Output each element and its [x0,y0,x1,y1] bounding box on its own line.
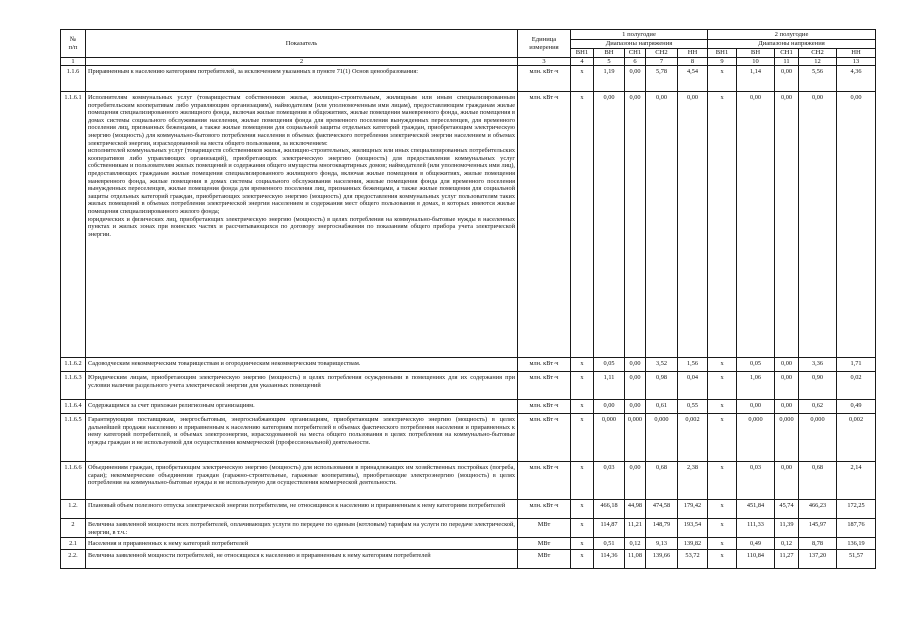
row-value: 1,06 [737,372,775,400]
column-number: 1 [61,58,86,66]
row-value: 0,00 [837,92,876,358]
header-level: СН2 [646,49,678,58]
row-value: 0,00 [775,358,799,372]
row-number: 1.1.6 [61,66,86,92]
row-unit: млн. кВт·ч [518,414,571,462]
row-value: x [708,519,737,538]
row-value: 0,90 [799,372,837,400]
row-value: 0,00 [775,462,799,500]
row-number: 1.1.6.3 [61,372,86,400]
row-value: 0,00 [646,92,678,358]
header-number: № п/п [61,30,86,58]
header-level: ВН1 [708,49,737,58]
row-value: 0,00 [625,92,646,358]
row-value: 0,00 [594,400,625,414]
row-value: 44,98 [625,500,646,519]
tariff-table-sheet [60,29,876,569]
row-number: 1.1.6.6 [61,462,86,500]
row-value: x [571,358,594,372]
row-value: 4,54 [678,66,708,92]
row-description: Исполнителям коммунальных услуг (товариществам собственников жилья, жилищно-строительным, жилищным или иным специализированным потребительским кооперативам либо управляющим организациям), наймодателям (или уполномоченным ими лицам), предоставляющим гражданам жилые помещения специализированного жилищного фонда, включая жилые помещения в общежитиях, жилые помещения маневренного фонда, жилые помещения в домах системы социального обслуживания населения, жилые помещения фонда для временного поселения вынужденных переселенцев, для временного поселения лиц, признанных беженцами, а также жилые помещения для социальной защиты отдельных категорий граждан, приобретающим электрическую энергию (мощность) для коммунально-бытового потребления населения в объемах фактического потребления электрической энергии населением и объемах электрической энергии, израсходованной на места общего пользования, за исключением: исполнителей коммунальных услуг (товариществ собственников жилья, жилищно-строительных, жилищных или иных специализированных потребительских кооперативов либо управляющих организаций), приобретающих электрическую энергию (мощность) для предоставления коммунальных услуг собственникам и пользователям жилых помещений и содержания общего имущества многоквартирных домов; наймодателей (или уполномоченных ими лиц), предоставляющих гражданам жилые помещения специализированного жилищного фонда, включая жилые помещения в общежитиях, жилые помещения маневренного фонда, жилые помещения в домах системы социального обслуживания населения, жилые помещения фонда для временного поселения вынужденных переселенцев, жилые помещения фонда для временного поселения лиц, признанных беженцами, а также жилые помещения для социальной защиты отдельных категорий граждан, приобретающих электрическую энергию (мощность) для предоставления коммунальных услуг пользователям таких жилых помещений в объемах потребления электрической энергии населением и содержания мест общего пользования в домах, в которых имеются жилые помещения специализированного жилого фонда; юридических и физических лиц, приобретающих электрическую энергию (мощность) в целях потребления на коммунально-бытовые нужды в населенных пунктах и жилых зонах при воинских частях и рассчитывающихся по договору энергоснабжения по показаниям общего прибора учета электрической энергии. [86,92,518,358]
column-number: 2 [86,58,518,66]
row-value: 0,00 [625,66,646,92]
column-number: 7 [646,58,678,66]
row-value: 0,03 [594,462,625,500]
row-value: x [708,500,737,519]
table-body [61,66,876,569]
row-value: 9,13 [646,538,678,550]
header-level: СН1 [775,49,799,58]
row-value: 3,52 [646,358,678,372]
row-unit: млн. кВт·ч [518,66,571,92]
row-value: 0,000 [594,414,625,462]
row-value: 11,39 [775,519,799,538]
header-half-1: 1 полугодие [571,30,708,40]
row-value: x [708,358,737,372]
row-description: Населения и приравненных к нему категорий потребителей [86,538,518,550]
row-value: x [571,414,594,462]
row-value: 0,68 [646,462,678,500]
column-number: 6 [625,58,646,66]
row-value: 451,84 [737,500,775,519]
row-value: 0,00 [775,92,799,358]
row-number: 1.1.6.1 [61,92,86,358]
row-value: x [571,66,594,92]
row-value: 139,82 [678,538,708,550]
row-number: 1.1.6.4 [61,400,86,414]
header-ranges-2: Диапазоны напряжения [708,40,876,49]
row-value: 0,00 [594,92,625,358]
row-value: 4,36 [837,66,876,92]
row-value: x [571,550,594,569]
row-value: x [708,92,737,358]
row-value: x [708,538,737,550]
row-number: 1.2. [61,500,86,519]
row-value: 172,25 [837,500,876,519]
row-value: x [571,92,594,358]
row-value: 193,54 [678,519,708,538]
row-unit: млн. кВт·ч [518,92,571,358]
row-value: 3,36 [799,358,837,372]
row-value: 0,002 [837,414,876,462]
row-value: 1,71 [837,358,876,372]
row-unit: млн. кВт·ч [518,400,571,414]
row-value: x [708,462,737,500]
row-value: 0,61 [646,400,678,414]
row-value: 53,72 [678,550,708,569]
row-value: 2,38 [678,462,708,500]
column-number: 10 [737,58,775,66]
header-level: ВН1 [571,49,594,58]
row-value: 0,000 [737,414,775,462]
row-value: 51,57 [837,550,876,569]
row-value: x [708,66,737,92]
row-value: 1,56 [678,358,708,372]
header-indicator: Показатель [86,30,518,58]
header-level: СН2 [799,49,837,58]
row-value: x [571,500,594,519]
row-description: Плановый объем полезного отпуска электрической энергии потребителям, не относящимся к населению и приравненным к нему категориям потребителей [86,500,518,519]
row-value: 136,19 [837,538,876,550]
row-value: 0,000 [775,414,799,462]
header-level: СН1 [625,49,646,58]
table-row [61,372,876,400]
table-row [61,414,876,462]
row-unit: МВт [518,550,571,569]
row-description: Величина заявленной мощности потребителей, не относящихся к населению и приравненным к нему категориям потребителей [86,550,518,569]
row-value: 179,42 [678,500,708,519]
header-level: НН [678,49,708,58]
table-row [61,400,876,414]
row-value: 0,00 [775,66,799,92]
row-description: Юридическим лицам, приобретающим электрическую энергию (мощность) в целях потребления осужденными в помещениях для их содержания при условии наличия раздельного учета электрической энергии для указанных помещений [86,372,518,400]
row-number: 1.1.6.2 [61,358,86,372]
row-description: Гарантирующим поставщикам, энергосбытовым, энергоснабжающим организациям, приобретающим электрическую энергию (мощность) в целях дальнейшей продажи населению и приравненным к населению категориям потребителей в объемах фактического потребления населения и приравненных к нему категорий потребителей, и объемах электроэнергии, израсходованной на места общего пользования в целях потребления на коммунально-бытовые нужды граждан и не используемой для осуществления коммерческой (профессиональной) деятельности. [86,414,518,462]
row-value: 114,87 [594,519,625,538]
row-value: 0,49 [737,538,775,550]
header-unit: Единица измерения [518,30,571,58]
column-number: 4 [571,58,594,66]
tariff-table [60,29,876,569]
row-value: x [708,400,737,414]
row-value: 0,00 [625,462,646,500]
row-value: 8,78 [799,538,837,550]
row-value: 0,00 [775,372,799,400]
row-description: Приравненным к населению категориям потребителей, за исключением указанных в пункте 71(1) Основ ценообразования: [86,66,518,92]
row-value: 1,14 [737,66,775,92]
row-unit: млн. кВт·ч [518,358,571,372]
row-value: 45,74 [775,500,799,519]
row-value: 2,14 [837,462,876,500]
row-unit: МВт [518,519,571,538]
row-value: 466,23 [799,500,837,519]
row-description: Содержащимся за счет прихожан религиозным организациям. [86,400,518,414]
row-value: 0,03 [737,462,775,500]
row-value: 0,000 [646,414,678,462]
row-value: x [571,372,594,400]
row-value: 0,000 [799,414,837,462]
row-unit: млн. кВт·ч [518,372,571,400]
row-value: 0,55 [678,400,708,414]
row-unit: млн. кВт·ч [518,462,571,500]
table-row [61,538,876,550]
row-value: 187,76 [837,519,876,538]
header-level: ВН [737,49,775,58]
row-value: 0,00 [625,400,646,414]
table-row [61,358,876,372]
header-half-2: 2 полугодие [708,30,876,40]
column-number: 11 [775,58,799,66]
row-value: 110,84 [737,550,775,569]
row-value: 139,66 [646,550,678,569]
row-description: Объединениям граждан, приобретающим электрическую энергию (мощность) для использования в принадлежащих им хозяйственных постройках (погреба, сараи); некоммерческие объединения граждан (гаражно-строительные, гаражные кооперативы), приобретающие электроэнергию (мощность) в целях потребления на коммунально-бытовые нужды и не используемую для осуществления коммерческой деятельности. [86,462,518,500]
row-value: 0,12 [775,538,799,550]
row-value: 1,19 [594,66,625,92]
row-description: Садоводческим некоммерческим товариществам и огородническим некоммерческим товариществам. [86,358,518,372]
row-value: x [571,462,594,500]
row-value: x [708,414,737,462]
row-value: 0,12 [625,538,646,550]
row-value: 5,56 [799,66,837,92]
row-number: 2.1 [61,538,86,550]
row-value: 0,002 [678,414,708,462]
row-value: 474,58 [646,500,678,519]
row-value: x [571,519,594,538]
row-value: 11,08 [625,550,646,569]
row-value: 11,27 [775,550,799,569]
row-value: 0,05 [737,358,775,372]
row-unit: МВт [518,538,571,550]
row-value: 0,00 [775,400,799,414]
row-value: x [708,372,737,400]
row-value: 0,00 [625,358,646,372]
column-number: 9 [708,58,737,66]
row-value: 0,00 [625,372,646,400]
header-level: НН [837,49,876,58]
row-value: x [571,538,594,550]
row-value: 0,00 [737,92,775,358]
row-value: 1,11 [594,372,625,400]
row-value: 148,79 [646,519,678,538]
row-value: 0,02 [837,372,876,400]
row-value: 0,62 [799,400,837,414]
row-value: 0,00 [799,92,837,358]
table-row [61,550,876,569]
row-value: 466,18 [594,500,625,519]
row-value: 0,00 [678,92,708,358]
column-number: 8 [678,58,708,66]
row-value: 0,51 [594,538,625,550]
row-value: 0,98 [646,372,678,400]
row-value: 0,05 [594,358,625,372]
row-description: Величина заявленной мощности всех потребителей, оплачивающих услуги по передаче по единым (котловым) тарифам на услуги по передаче электрической, энергии, в т.ч.: [86,519,518,538]
table-row [61,519,876,538]
column-number: 12 [799,58,837,66]
table-row [61,66,876,92]
row-value: 0,04 [678,372,708,400]
header-level: ВН [594,49,625,58]
row-value: 111,33 [737,519,775,538]
table-row [61,500,876,519]
row-value: 145,97 [799,519,837,538]
row-value: 0,68 [799,462,837,500]
column-number: 5 [594,58,625,66]
row-number: 1.1.6.5 [61,414,86,462]
row-value: 11,21 [625,519,646,538]
row-value: 114,36 [594,550,625,569]
row-value: 0,00 [737,400,775,414]
row-value: 0,49 [837,400,876,414]
column-number: 13 [837,58,876,66]
row-value: 5,78 [646,66,678,92]
row-value: x [708,550,737,569]
row-value: 0,000 [625,414,646,462]
row-value: x [571,400,594,414]
column-number: 3 [518,58,571,66]
table-row [61,462,876,500]
row-unit: млн. кВт·ч [518,500,571,519]
row-value: 137,20 [799,550,837,569]
header-ranges-1: Диапазоны напряжения [571,40,708,49]
table-row [61,92,876,358]
row-number: 2.2. [61,550,86,569]
row-number: 2 [61,519,86,538]
